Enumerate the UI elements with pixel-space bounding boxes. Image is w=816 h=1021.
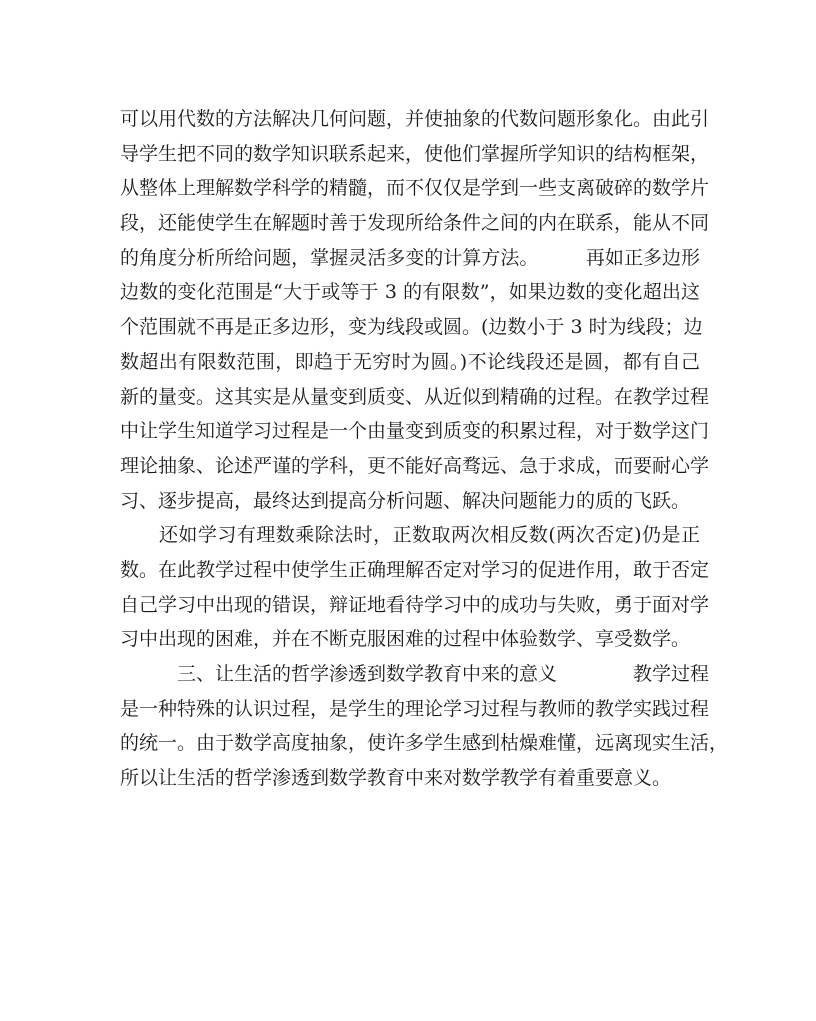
text-line: 习中出现的困难，并在不断克服困难的过程中体验数学、享受数学。	[120, 628, 691, 651]
body-text	[120, 102, 729, 796]
text-line: 的统一。由于数学高度抽象，使许多学生感到枯燥难懂，远离现实生活，	[120, 732, 729, 755]
text-line: 段，还能使学生在解题时善于发现所给条件之间的内在联系，能从不同	[120, 212, 710, 235]
text-line: 的角度分析所给问题，掌握灵活多变的计算方法。 再如正多边形	[120, 246, 700, 269]
text-line: 从整体上理解数学科学的精髓，而不仅仅是学到一些支离破碎的数学片	[120, 177, 710, 200]
text-line: 数超出有限数范围，即趋于无穷时为圆。)不论线段还是圆，都有自己	[120, 350, 700, 373]
text-line: 自己学习中出现的错误，辩证地看待学习中的成功与失败，勇于面对学	[120, 593, 710, 616]
text-line: 习、逐步提高，最终达到提高分析问题、解决问题能力的质的飞跃。	[120, 489, 691, 512]
text-line: 三、让生活的哲学渗透到数学教育中来的意义 教学过程	[120, 663, 710, 685]
text-line: 边数的变化范围是“大于或等于 3 的有限数”，如果边数的变化超出这	[120, 281, 700, 304]
text-line: 新的量变。这其实是从量变到质变、从近似到精确的过程。在教学过程	[120, 385, 710, 408]
text-line: 个范围就不再是正多边形，变为线段或圆。(边数小于 3 时为线段；边	[120, 316, 703, 339]
text-line: 是一种特殊的认识过程，是学生的理论学习过程与教师的教学实践过程	[120, 697, 710, 720]
text-line: 可以用代数的方法解决几何问题，并使抽象的代数问题形象化。由此引	[120, 108, 710, 130]
text-line: 数。在此教学过程中使学生正确理解否定对学习的促进作用，敢于否定	[120, 558, 710, 581]
text-line: 导学生把不同的数学知识联系起来，使他们掌握所学知识的结构框架，	[120, 142, 710, 165]
text-line: 还如学习有理数乘除法时，正数取两次相反数(两次否定)仍是正	[120, 524, 700, 547]
text-line: 中让学生知道学习过程是一个由量变到质变的积累过程，对于数学这门	[120, 420, 710, 443]
text-line: 理论抽象、论述严谨的学科，更不能好高骛远、急于求成，而要耐心学	[120, 454, 710, 477]
text-line: 所以让生活的哲学渗透到数学教育中来对数学教学有着重要意义。	[120, 767, 672, 790]
